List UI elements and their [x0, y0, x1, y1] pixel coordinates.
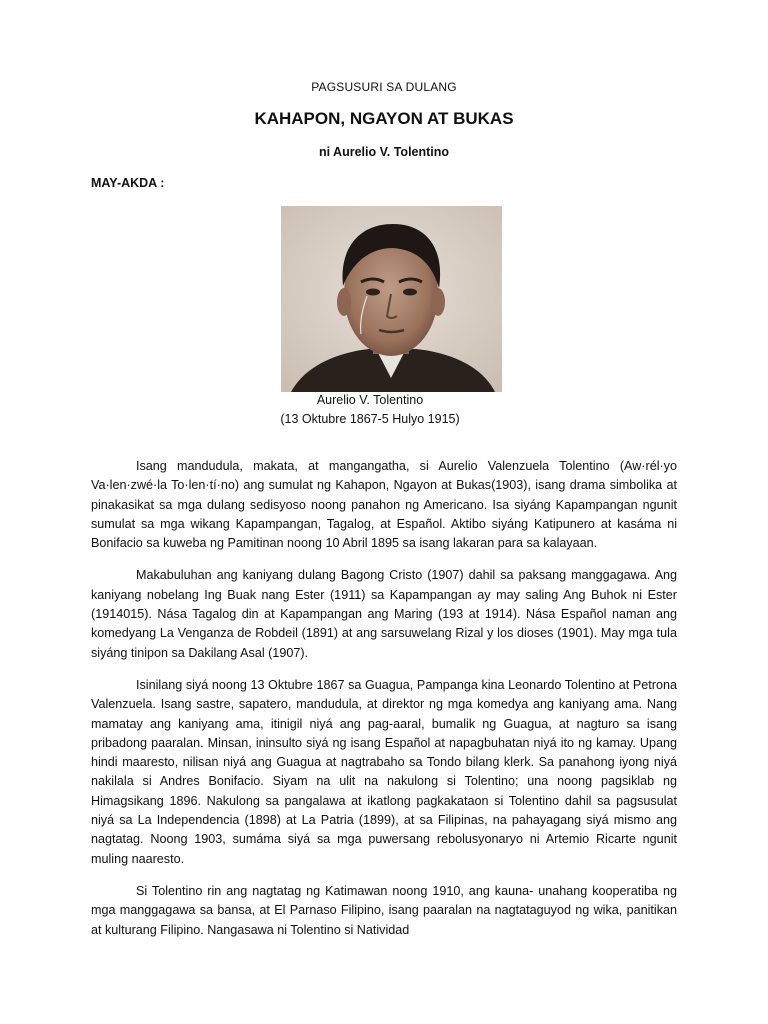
author-portrait [281, 206, 502, 392]
portrait-ear-left [337, 288, 351, 316]
document-title: KAHAPON, NGAYON AT BUKAS [254, 109, 514, 128]
document-kicker: PAGSUSURI SA DULANG [311, 80, 457, 94]
document-byline: ni Aurelio V. Tolentino [318, 145, 450, 159]
section-label-author: MAY-AKDA : [91, 176, 165, 190]
portrait-photo [281, 206, 502, 392]
body-paragraph: Isinilang siyá noong 13 Oktubre 1867 sa Guagua, Pampanga kina Leonardo Tolentino at Petrona Valenzuela. Isang sastre, sapatero, mandudula, at direktor ng mga komedya ang kaniyang ama. Nang mamatay ang kaniyang ama, itinigil niyá ang pag-aaral, bumalik ng Guagua, at nagturo sa isang pribadong paaralan. Minsan, ininsulto siyá ng isang Español at napagbuhatan niyá ito ng kamay. Upang hindi maaresto, nilisan niyá ang Guagua at nagtrabaho sa Tondo bilang klerk. Sa panahong iyong niyá nakilala si Andres Bonifacio. Siyam na ulit na nakulong si Tolentino; una noong pagsiklab ng Himagsikang 1896. Nakulong sa pangalawa at ikatlong pagkakataon si Tolentino dahil sa pagsusulat niyá sa La Independencia (1898) at La Patria (1899), at sa Filipinas, na pahayagang siyá mismo ang nagtatag. Noong 1903, sumáma siyá sa mga puwersang rebolusyonaryo ni Artemio Ricarte ngunit muling naaresto. [91, 677, 677, 866]
portrait-eye-right [403, 289, 417, 296]
portrait-caption-dates: (13 Oktubre 1867-5 Hulyo 1915) [280, 412, 460, 426]
portrait-eye-left [366, 289, 380, 296]
body-paragraph: Isang mandudula, makata, at mangangatha, si Aurelio Valenzuela Tolentino (Aw·rél·yo Va·len·zwé·la To·len·tí·no) ang sumulat ng Kahapon, Ngayon at Bukas(1903), isang drama simbolika at pinakasikat sa mga dulang sedisyoso noong panahon ng Americano. Isa siyáng Kapampangan ngunit sumulat sa mga wikang Kapampangan, Tagalog, at Español. Aktibo siyáng Katipunero at kasáma ni Bonifacio sa kuweba ng Pamitinan noong 10 Abril 1895 sa isang lakaran para sa kalayaan. [91, 459, 677, 551]
body-paragraph: Makabuluhan ang kaniyang dulang Bagong Cristo (1907) dahil sa paksang manggagawa. Ang kaniyang nobelang Ing Buak nang Ester (1911) sa Kapampangan ay may saling Ang Buhok ni Ester (1914015). Nása Tagalog din at Kapampangan ang Maring (193 at 1914). Nása Español naman ang komedyang La Venganza de Robdeil (1891) at ang sarsuwelang Rizal y los dioses (1901). May mga tula siyáng tinipon sa Dakilang Asal (1907). [91, 568, 677, 660]
body-paragraph: Si Tolentino rin ang nagtatag ng Katimawan noong 1910, ang kauna- unahang kooperatiba ng mga manggagawa sa bansa, at El Parnaso Filipino, isang paaralan na nagtataguyod ng wika, panitikan at kulturang Filipino. Nangasawa ni Tolentino si Natividad [91, 883, 677, 937]
portrait-ear-right [431, 288, 445, 316]
portrait-caption-name: Aurelio V. Tolentino [316, 393, 424, 407]
document-body [91, 457, 677, 953]
